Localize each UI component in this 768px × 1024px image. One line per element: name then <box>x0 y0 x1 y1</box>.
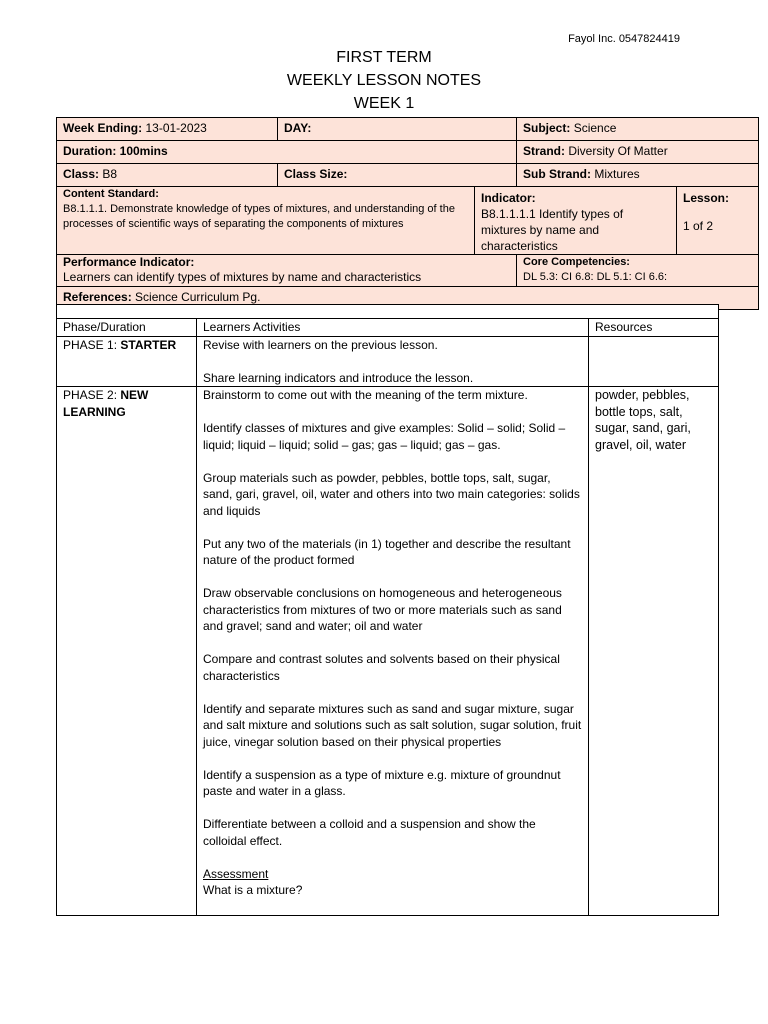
activity-item: Differentiate between a colloid and a suspension and show the colloidal effect. <box>203 817 536 848</box>
activity-item: Identify and separate mixtures such as sand and sugar mixture, sugar and salt mixture and solutions such as salt solution, sugar solution, fruit juice, vinegar solution based on their physical properties <box>203 701 582 749</box>
content-standard-label: Content Standard: <box>63 188 159 200</box>
subject-cell <box>517 118 759 141</box>
phase-starter-row <box>57 336 719 387</box>
lesson-table-header <box>57 319 719 337</box>
header-row-class <box>57 164 759 187</box>
phase-starter-name: STARTER <box>120 337 177 352</box>
content-standard-cell <box>57 187 475 255</box>
activity-item: Brainstorm to come out with the meaning of the term mixture. <box>203 388 528 402</box>
assessment-label: Assessment <box>203 866 269 881</box>
activity-item: Draw observable conclusions on homogeneous and heterogeneous characteristics from mixtures of two or more materials such as sand and gravel; sand and water; oil and water <box>203 586 562 633</box>
core-competencies-text: DL 5.3: CI 6.8: DL 5.1: CI 6.6: <box>523 271 668 283</box>
class-value: B8 <box>102 167 118 181</box>
lesson-phases-table <box>56 304 719 916</box>
week-ending-label: Week Ending: <box>63 121 143 135</box>
phase-starter-activities <box>197 336 589 387</box>
activity-item: Group materials such as powder, pebbles, bottle tops, salt, sugar, sand, gari, gravel, oil, water and others into two main categories: solids and liquids <box>203 470 580 518</box>
indicator-cell <box>475 187 677 255</box>
title-notes: WEEKLY LESSON NOTES <box>286 72 482 89</box>
performance-cell <box>57 255 517 287</box>
starter-activity: Revise with learners on the previous lesson. <box>203 337 438 352</box>
duration-label: Duration: 100mins <box>63 144 168 158</box>
strand-value: Diversity Of Matter <box>568 144 668 158</box>
assessment-block <box>203 866 582 899</box>
day-label: DAY: <box>284 121 312 135</box>
lesson-value: 1 of 2 <box>683 219 714 233</box>
phase-new-learning-resources: powder, pebbles, bottle tops, salt, sugar, sand, gari, gravel, oil, water <box>589 387 719 916</box>
class-cell <box>57 164 278 187</box>
duration-cell <box>57 141 517 164</box>
references-value: Science Curriculum Pg. <box>135 290 261 304</box>
phase-new-learning-name-1: NEW <box>120 388 149 402</box>
lesson-cell <box>677 187 759 255</box>
references-label: References: <box>63 290 132 304</box>
sub-strand-cell <box>517 164 759 187</box>
phase-starter-prefix: PHASE 1: <box>63 337 118 352</box>
week-ending-value: 13-01-2023 <box>145 121 207 135</box>
strand-label: Strand: <box>523 144 565 158</box>
lesson-label: Lesson: <box>683 191 730 205</box>
week-ending-cell <box>57 118 278 141</box>
assessment-question: What is a mixture? <box>203 883 303 897</box>
col-resources-header: Resources <box>589 319 719 337</box>
day-cell <box>278 118 517 141</box>
phase-new-learning-activities <box>197 387 589 916</box>
subject-value: Science <box>573 121 617 135</box>
strand-cell <box>517 141 759 164</box>
header-row-week <box>57 118 759 141</box>
class-size-label: Class Size: <box>284 167 348 181</box>
activity-item: Identify classes of mixtures and give examples: Solid – solid; Solid – liquid; liquid – liquid; solid – gas; gas – liquid; gas – gas. <box>203 421 566 452</box>
performance-label: Performance Indicator: <box>63 255 195 269</box>
col-activities-header: Learners Activities <box>197 319 589 337</box>
header-row-performance <box>57 255 759 287</box>
title-week: WEEK 1 <box>353 95 415 112</box>
performance-text: Learners can identify types of mixtures by name and characteristics <box>63 270 422 284</box>
class-label: Class: <box>63 167 100 181</box>
subject-label: Subject: <box>523 121 571 135</box>
starter-activity: Share learning indicators and introduce the lesson. <box>203 370 474 385</box>
activity-item: Identify a suspension as a type of mixture e.g. mixture of groundnut paste and water in a glass. <box>203 767 561 798</box>
title-term: FIRST TERM <box>336 49 432 66</box>
class-size-cell <box>278 164 517 187</box>
sub-strand-value: Mixtures <box>594 167 640 181</box>
content-standard-text: B8.1.1.1. Demonstrate knowledge of types of mixtures, and understanding of the processes of scientific ways of separating the components of mixtures <box>63 203 455 230</box>
sub-strand-label: Sub Strand: <box>523 167 591 181</box>
indicator-text: B8.1.1.1.1 Identify types of mixtures by name and characteristics <box>481 207 624 253</box>
col-phase-header: Phase/Duration <box>57 319 197 337</box>
header-row-standard <box>57 187 759 255</box>
core-competencies-label: Core Competencies: <box>523 256 630 268</box>
publisher-contact: Fayol Inc. 0547824419 <box>568 33 680 45</box>
activity-item: Put any two of the materials (in 1) together and describe the resultant nature of the product formed <box>203 536 571 567</box>
indicator-label: Indicator: <box>481 191 536 205</box>
phase-new-learning-name-2: LEARNING <box>63 404 126 419</box>
header-row-duration <box>57 141 759 164</box>
phase-new-learning-prefix: PHASE 2: <box>63 388 118 402</box>
phase-starter-resources <box>589 336 719 387</box>
spacer-row <box>57 305 719 319</box>
core-competencies-cell <box>517 255 759 287</box>
phase-new-learning-row <box>57 387 719 916</box>
phase-new-learning-cell <box>57 387 197 916</box>
lesson-header-table <box>56 117 759 310</box>
phase-starter-cell <box>57 336 197 387</box>
activity-item: Compare and contrast solutes and solvents based on their physical characteristics <box>203 652 560 683</box>
